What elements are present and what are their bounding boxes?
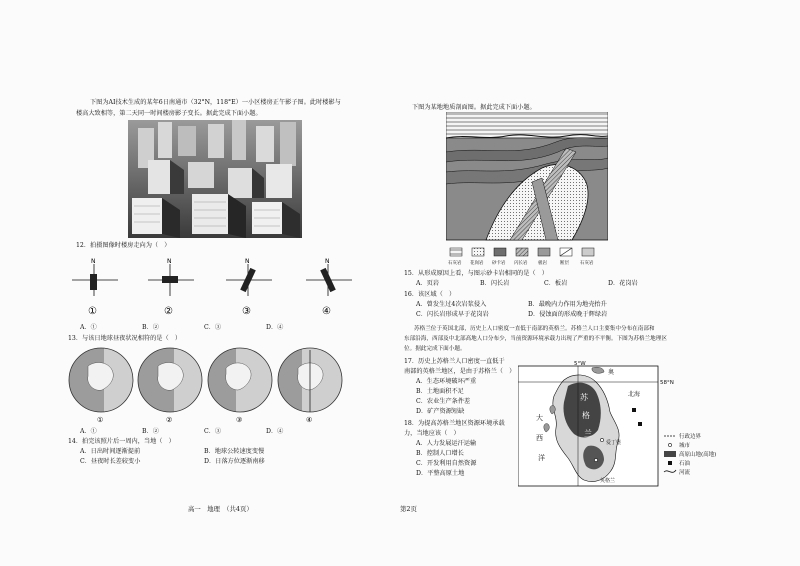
option-c[interactable]: C．③ (204, 324, 222, 331)
north-label: N (91, 258, 96, 265)
legend-label: 河流 (679, 470, 691, 476)
building-shadow-photo (128, 120, 302, 238)
figure-label: ① (88, 306, 97, 317)
intro-text: 楼高大致相等，第二天同一时间楼房影子变长。据此完成下面小题。 (76, 110, 262, 117)
orientation-figure (72, 264, 118, 296)
legend-label: 石灰岩 (448, 261, 462, 266)
north-label: N (325, 258, 330, 265)
intro-text: 下图为某地地质剖面图。据此完成下面小题。 (412, 104, 536, 111)
option-d[interactable]: D．④ (266, 324, 284, 331)
q12-stem: 12．拍摄图像时楼房走向为（ ） (76, 242, 171, 249)
figure-label: ④ (306, 416, 313, 424)
legend-label: 高原山地(高地) (679, 452, 717, 458)
option-a[interactable]: A．人力发展运汗运输 (416, 440, 477, 447)
globe-figure (66, 346, 138, 416)
sea-label: 洋 (538, 454, 545, 462)
intro-text: 苏格兰位于英国北部，历史上人口密度一直低于南部的英格兰。苏格兰人口主要集中分布在南部和 (414, 326, 655, 332)
latitude-label: 58°N (660, 380, 674, 386)
section-legend (450, 248, 594, 256)
option-a[interactable]: A．① (80, 324, 97, 331)
option-a[interactable]: A．页岩 (416, 280, 440, 287)
option-b[interactable]: B．② (142, 428, 159, 435)
option-d[interactable]: D．侵蚀面的形成晚于辉绿岩 (528, 311, 608, 318)
q14-stem: 14．拍完该照片后一周内，当地（ ） (68, 438, 175, 445)
option-b[interactable]: B．最晚内力作用为地壳抬升 (528, 301, 607, 308)
q17-stem: 17．历史上苏格兰人口密度一直低于 (404, 358, 505, 365)
legend-label: 城市 (679, 443, 691, 449)
scotland-map-figure (518, 360, 734, 488)
page-footer: 高一 地理 （共4页） (188, 505, 253, 513)
option-d[interactable]: D．日落方位逐渐南移 (204, 458, 265, 465)
north-label: N (167, 258, 172, 265)
figure-label: ② (166, 416, 173, 424)
intro-text: 位。据此完成下面小题。 (404, 346, 466, 352)
q18-stem: 力，当地应该（ ） (404, 430, 460, 437)
map-legend (664, 432, 716, 476)
q13-stem: 13．与该日地球昼夜状况相符的是（ ） (68, 335, 182, 342)
legend-label: 石灰岩 (580, 261, 594, 266)
sea-label: 北海 (628, 391, 641, 398)
q12-orientation-figures (66, 256, 356, 320)
option-c[interactable]: C．农业生产条件差 (416, 398, 471, 405)
region-label: 兰 (584, 429, 592, 438)
q16-stem: 16．该区域（ ） (404, 291, 456, 298)
longitude-label: 5°W (574, 361, 586, 367)
figure-label: ② (164, 306, 173, 317)
legend-label: 断层 (560, 261, 569, 266)
region-label: 苏 (580, 393, 588, 402)
intro-text: 下图为AI技术生成的某年6日南通市（32°N，118°E）一小区楼房正午影子图。此时楼影与 (90, 99, 341, 106)
option-b[interactable]: B．地球公转速度变慢 (204, 448, 265, 455)
option-a[interactable]: A．① (80, 428, 97, 435)
legend-label: 板岩 (538, 261, 547, 266)
figure-label: ④ (322, 306, 331, 317)
legend-label: 行政边界 (679, 434, 702, 440)
option-c[interactable]: C．开发利用自然资源 (416, 460, 477, 467)
sea-label: 西 (536, 434, 543, 442)
region-label: 格 (582, 411, 590, 420)
option-d[interactable]: D．花岗岩 (608, 280, 638, 287)
legend-label: 花岗岩 (470, 261, 484, 266)
legend-label: 石油 (679, 461, 691, 467)
q13-globe-figures (66, 346, 350, 424)
city-label: 爱丁堡 (606, 440, 622, 446)
figure-label: ③ (236, 416, 243, 424)
geologic-section-figure (446, 112, 608, 270)
option-a[interactable]: A．曾发生过4次岩浆侵入 (416, 301, 487, 308)
intro-text: 东部沿海，西部及中北部高地人口分布少，当前资源环境承载力出现了严重的不平衡。下图为苏格兰地理区 (404, 336, 667, 342)
option-b[interactable]: B．土地面积不足 (416, 388, 464, 395)
legend-label: 砂卡岩 (492, 261, 506, 266)
right-page (400, 0, 800, 566)
option-a[interactable]: A．日出时间逐渐提前 (80, 448, 141, 455)
q18-stem: 18．为提高苏格兰地区资源环境承载 (404, 420, 505, 427)
option-c[interactable]: C．板岩 (544, 280, 568, 287)
north-label: N (245, 258, 250, 265)
option-b[interactable]: B．闪长岩 (480, 280, 510, 287)
page-footer: 第2页 (400, 505, 417, 513)
option-a[interactable]: A．生态环境破坏严重 (416, 378, 477, 385)
q17-stem: 南部的英格兰地区，是由于苏格兰（ ） (404, 368, 516, 375)
option-b[interactable]: B．控制人口增长 (416, 450, 464, 457)
island-label: 奥 (608, 369, 615, 376)
figure-label: ① (97, 416, 104, 424)
legend-label: 闪长岩 (514, 261, 528, 266)
option-d[interactable]: D．④ (266, 428, 284, 435)
option-c[interactable]: C．昼夜时长差较变小 (80, 458, 141, 465)
option-d[interactable]: D．平整高原土地 (416, 470, 465, 477)
q15-stem: 15．从形成原因上看，与图示砂卡岩相同的是（ ） (404, 270, 548, 277)
option-c[interactable]: C．③ (204, 428, 222, 435)
figure-label: ③ (242, 306, 251, 317)
option-c[interactable]: C．闪长岩形成早于花岗岩 (416, 311, 489, 318)
sea-label: 大 (536, 414, 543, 422)
option-d[interactable]: D．矿产资源短缺 (416, 408, 465, 415)
option-b[interactable]: B．② (142, 324, 159, 331)
city-label: 英格兰 (600, 478, 616, 484)
